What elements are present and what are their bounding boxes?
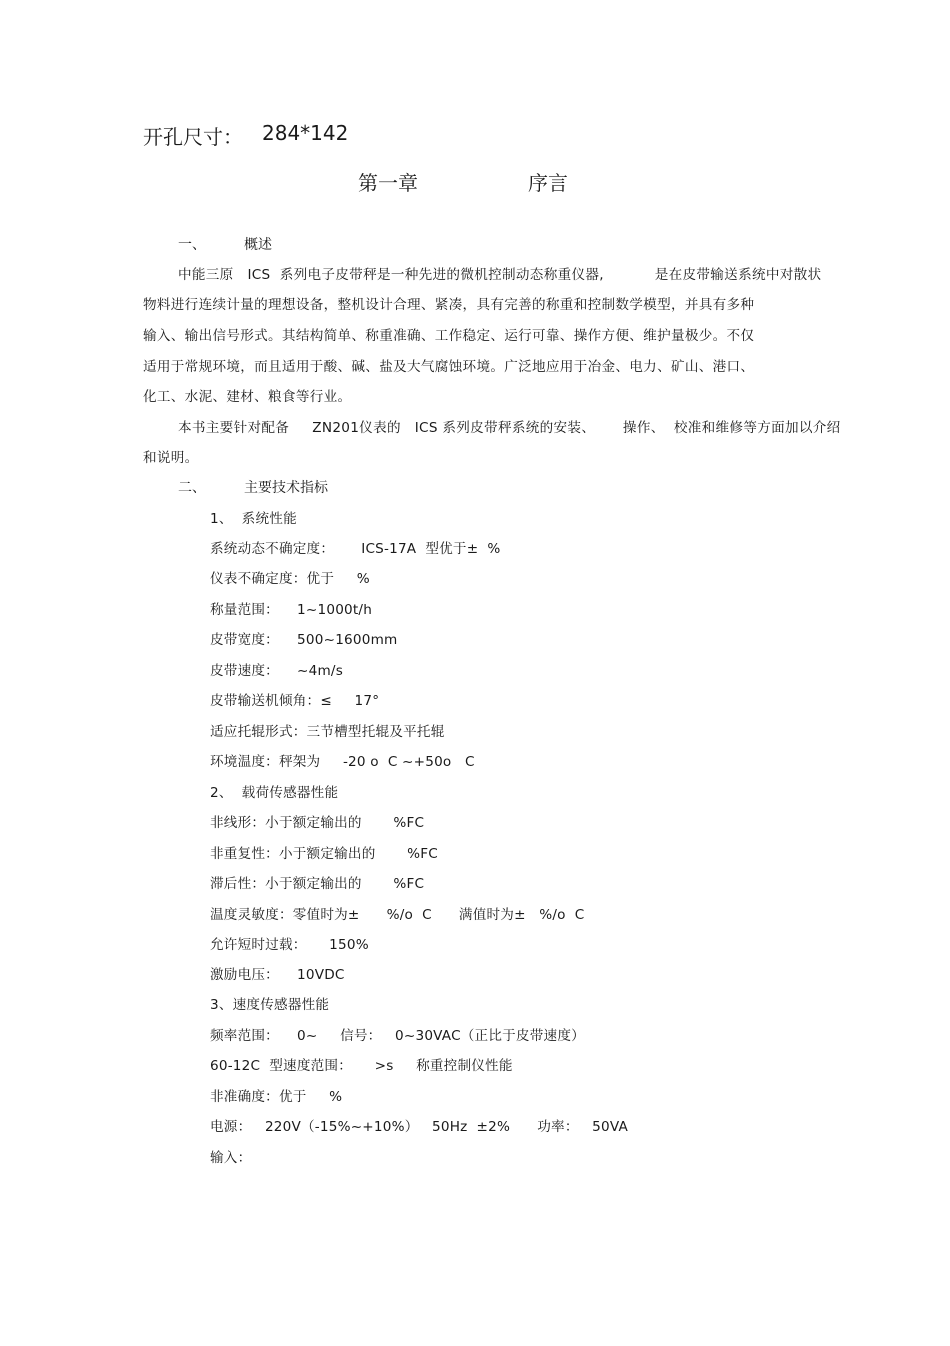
spec-line: 频率范围： 0~ 信号： 0~30VAC（正比于皮带速度）	[210, 1028, 585, 1044]
spec-line: 温度灵敏度：零值时为± %/o C 满值时为± %/o C	[210, 907, 585, 923]
scope-line-2: 和说明。	[143, 450, 199, 466]
section-2-number: 二、	[178, 480, 206, 496]
spec-line: 仪表不确定度：优于 %	[210, 571, 370, 587]
scope-line-1: 本书主要针对配备 ZN201仪表的 ICS 系列皮带秤系统的安装、 操作、 校准和维修等方面加以介绍	[178, 420, 841, 436]
spec-line: 非线形：小于额定输出的 %FC	[210, 815, 425, 831]
cutout-size-value: 284*142	[262, 121, 349, 145]
spec-subheading-system: 1、 系统性能	[210, 511, 297, 527]
chapter-title: 序言	[528, 171, 568, 195]
overview-line-4: 适用于常规环境，而且适用于酸、碱、盐及大气腐蚀环境。广泛地应用于冶金、电力、矿山、港口、	[143, 359, 755, 375]
spec-line: 皮带宽度： 500~1600mm	[210, 632, 398, 648]
overview-line-1: 中能三原 ICS 系列电子皮带秤是一种先进的微机控制动态称重仪器, 是在皮带输送系统中对散状	[178, 267, 822, 283]
spec-line: 称量范围： 1~1000t/h	[210, 602, 373, 618]
spec-line: 环境温度：秤架为 -20 o C ~+50o C	[210, 754, 475, 770]
spec-subheading-load-sensor: 2、 载荷传感器性能	[210, 785, 339, 801]
spec-line: 适应托辊形式：三节槽型托辊及平托辊	[210, 724, 445, 740]
spec-line: 非重复性：小于额定输出的 %FC	[210, 846, 438, 862]
cutout-size-label: 开孔尺寸：	[143, 125, 243, 149]
spec-line: 激励电压： 10VDC	[210, 967, 345, 983]
spec-subheading-speed-sensor: 3、速度传感器性能	[210, 997, 330, 1013]
spec-line: 输入：	[210, 1150, 252, 1166]
spec-line: 非准确度：优于 %	[210, 1089, 343, 1105]
overview-line-3: 输入、输出信号形式。其结构简单、称重准确、工作稳定、运行可靠、操作方便、维护量极少。不仅	[143, 328, 755, 344]
spec-line: 滞后性：小于额定输出的 %FC	[210, 876, 425, 892]
spec-line: 皮带速度： ~4m/s	[210, 663, 343, 679]
overview-line-2: 物料进行连续计量的理想设备，整机设计合理、紧凑，具有完善的称重和控制数学模型，并具有多种	[143, 297, 755, 313]
section-2-title: 主要技术指标	[244, 480, 328, 496]
overview-line-5: 化工、水泥、建材、粮食等行业。	[143, 389, 352, 405]
section-1-number: 一、	[178, 237, 206, 253]
spec-line: 允许短时过载： 150%	[210, 937, 369, 953]
spec-line: 系统动态不确定度： ICS-17A 型优于± %	[210, 541, 501, 557]
chapter-number: 第一章	[358, 171, 418, 195]
section-1-title: 概述	[244, 237, 272, 253]
spec-line: 皮带输送机倾角：≤ 17°	[210, 693, 380, 709]
spec-line: 60-12C 型速度范围： >s 称重控制仪性能	[210, 1058, 513, 1074]
spec-line: 电源： 220V（-15%~+10%） 50Hz ±2% 功率： 50VA	[210, 1119, 629, 1135]
